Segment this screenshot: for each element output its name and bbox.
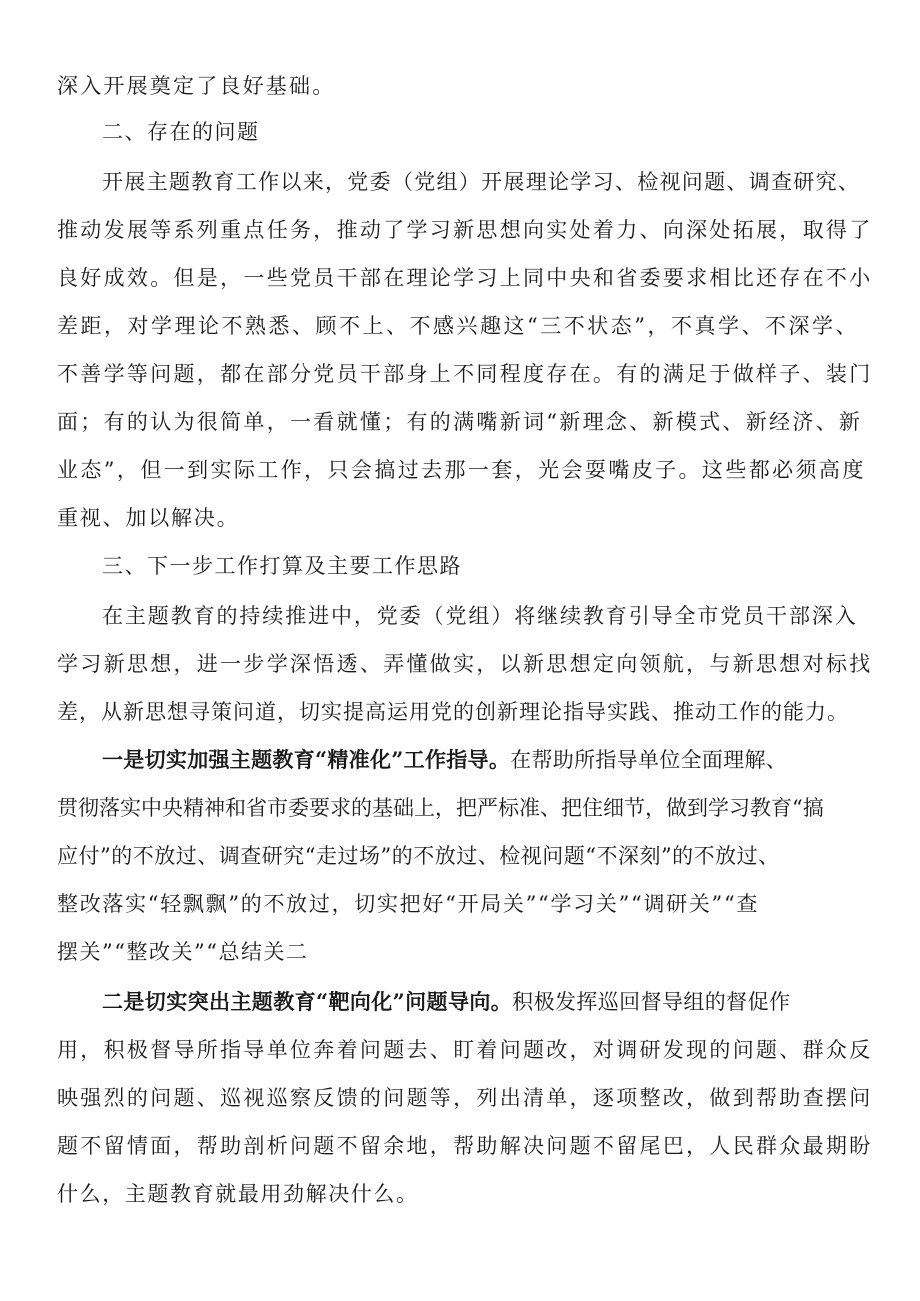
paragraph-line: 良好成效。但是，一些党员干部在理论学习上同中央和省委要求相比还存在不小 xyxy=(57,266,873,290)
paragraph-line: 业态”，但一到实际工作，只会搞过去那一套，光会耍嘴皮子。这些都必须高度 xyxy=(57,458,866,482)
bold-lead-precision: 一是切实加强主题教育“精准化”工作指导。 xyxy=(102,747,511,772)
paragraph-line: 在主题教育的持续推进中，党委（党组）将继续教育引导全市党员干部深入 xyxy=(102,604,858,628)
paragraph-line xyxy=(102,746,787,774)
paragraph-line: 贯彻落实中央精神和省市委要求的基础上，把严标准、把住细节，做到学习教育“搞 xyxy=(57,796,824,820)
paragraph-line: 不善学等问题，都在部分党员干部身上不同程度存在。有的满足于做样子、装门 xyxy=(57,362,873,386)
paragraph-line: 学习新思想，进一步学深悟透、弄懂做实，以新思想定向领航，与新思想对标找 xyxy=(57,652,873,676)
section-heading-next-steps: 三、下一步工作打算及主要工作思路 xyxy=(102,554,462,578)
paragraph-line: 差，从新思想寻策问道，切实提高运用党的创新理论指导实践、推动工作的能力。 xyxy=(57,700,849,724)
paragraph-line: 开展主题教育工作以来，党委（党组）开展理论学习、检视问题、调查研究、 xyxy=(102,170,861,194)
paragraph-line: 面；有的认为很简单，一看就懂；有的满嘴新词“新理念、新模式、新经济、新 xyxy=(57,410,863,434)
bold-lead-targeted: 二是切实突出主题教育“靶向化”问题导向。 xyxy=(102,989,513,1014)
paragraph-text: 在帮助所指导单位全面理解、 xyxy=(510,748,788,772)
paragraph-line xyxy=(102,988,790,1016)
paragraph-line: 用，积极督导所指导单位奔着问题去、盯着问题改，对调研发现的问题、群众反 xyxy=(57,1038,873,1062)
paragraph-line: 应付”的不放过、调查研究“走过场”的不放过、检视问题“不深刻”的不放过、 xyxy=(57,844,780,868)
paragraph-line: 什么，主题教育就最用劲解决什么。 xyxy=(57,1182,419,1206)
paragraph-line: 深入开展奠定了良好基础。 xyxy=(57,74,336,98)
paragraph-line: 整改落实“轻飘飘”的不放过，切实把好“开局关”“学习关”“调研关”“查 xyxy=(57,892,760,916)
paragraph-text: 积极发挥巡回督导组的督促作 xyxy=(512,990,791,1014)
paragraph-line: 映强烈的问题、巡视巡察反馈的问题等，列出清单，逐项整改，做到帮助查摆问 xyxy=(57,1086,873,1110)
paragraph-line: 差距，对学理论不熟悉、顾不上、不感兴趣这“三不状态”，不真学、不深学、 xyxy=(57,314,859,338)
paragraph-line: 重视、加以解决。 xyxy=(57,506,240,530)
paragraph-line: 题不留情面，帮助剖析问题不留余地，帮助解决问题不留尾巴，人民群众最期盼 xyxy=(57,1134,873,1158)
section-heading-problems: 二、存在的问题 xyxy=(102,120,260,144)
paragraph-line: 推动发展等系列重点任务，推动了学习新思想向实处着力、向深处拓展，取得了 xyxy=(57,218,873,242)
paragraph-line: 摆关”“整改关”“总结关二 xyxy=(57,940,309,964)
